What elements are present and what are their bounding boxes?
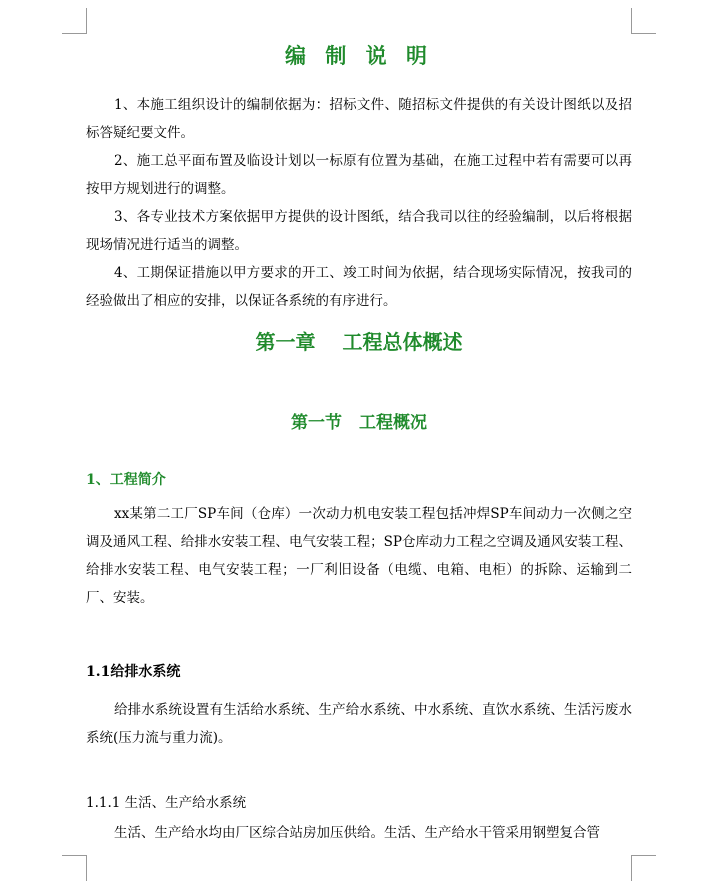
crop-mark-bottom-right-h bbox=[631, 855, 656, 856]
crop-mark-bottom-right-v bbox=[631, 855, 632, 881]
doc-title: 编 制 说 明 bbox=[285, 43, 433, 68]
subsection-1-1-1-text: 生活、生产给水均由厂区综合站房加压供给。生活、生产给水干管采用钢塑复合管 bbox=[114, 825, 600, 841]
crop-mark-top-left-v bbox=[86, 8, 87, 34]
crop-mark-top-right-h bbox=[631, 33, 656, 34]
intro-paragraph-1: 1、本施工组织设计的编制依据为：招标文件、随招标文件提供的有关设计图纸以及招标答疑纪要文件。 bbox=[86, 97, 632, 141]
chapter-heading: 第一章 工程总体概述 bbox=[255, 330, 463, 354]
subsection-1-1-text: 给排水系统设置有生活给水系统、生产给水系统、中水系统、直饮水系统、生活污废水系统(压力流与重力流)。 bbox=[86, 702, 632, 746]
subsection-heading-1-1: 1.1给排水系统 bbox=[86, 664, 181, 680]
intro-paragraph-2: 2、施工总平面布置及临设计划以一标原有位置为基础，在施工过程中若有需要可以再按甲方规划进行的调整。 bbox=[86, 153, 632, 197]
section-heading: 第一节 工程概况 bbox=[291, 413, 427, 433]
crop-mark-bottom-left-v bbox=[86, 855, 87, 881]
intro-paragraph-4: 4、工期保证措施以甲方要求的开工、竣工时间为依据，结合现场实际情况，按我司的经验做出了相应的安排，以保证各系统的有序进行。 bbox=[86, 265, 632, 309]
crop-mark-top-left-h bbox=[62, 33, 87, 34]
intro-paragraph-3: 3、各专业技术方案依据甲方提供的设计图纸，结合我司以往的经验编制，以后将根据现场情况进行适当的调整。 bbox=[86, 209, 632, 253]
subsection-heading-1: 1、工程简介 bbox=[86, 472, 166, 488]
crop-mark-bottom-left-h bbox=[62, 855, 87, 856]
crop-mark-top-right-v bbox=[631, 8, 632, 34]
subsection-1-text: xx某第二工厂SP车间（仓库）一次动力机电安装工程包括冲焊SP车间动力一次侧之空调及通风工程、给排水安装工程、电气安装工程；SP仓库动力工程之空调及通风安装工程、给排水安装工程、电气安装工程；一厂利旧设备（电缆、电箱、电柜）的拆除、运输到二厂、安装。 bbox=[86, 506, 632, 606]
subsection-heading-1-1-1: 1.1.1 生活、生产给水系统 bbox=[86, 795, 247, 811]
